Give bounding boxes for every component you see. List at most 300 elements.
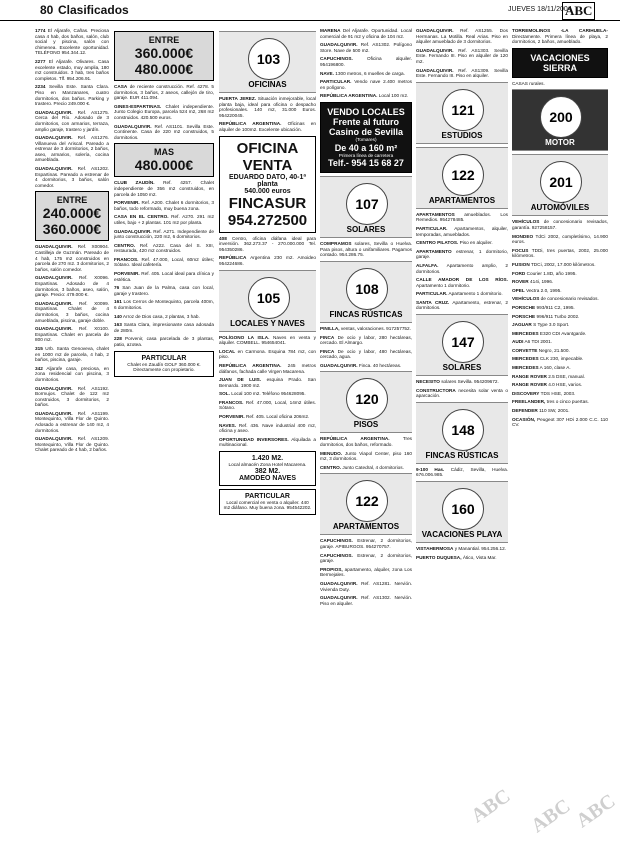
- price-range-box: [114, 143, 214, 177]
- ad-lead: GINES-ESPARTINAS.: [114, 103, 162, 109]
- watermark-logo: ABC: [467, 784, 515, 828]
- ad-line: OFICINA: [236, 139, 299, 157]
- ad-lead: APARTAMENTOS: [416, 211, 455, 217]
- particular-text: Chalet en Zaudín GOLF 360.000 €. Directamente con propietario.: [127, 361, 201, 373]
- ad-line: Frente al futuro: [332, 116, 399, 127]
- classified-ad: [512, 288, 608, 294]
- ad-text: Junto Viapol Center, piso 160 m2, 3 dormitorios.: [320, 450, 412, 462]
- ad-text: Del Aljarafe. Oportunidad. Local comercial de 91 m2 y oficina de 104 m2.: [320, 28, 412, 39]
- classified-ad: [320, 71, 412, 77]
- classified-ad: [35, 301, 109, 323]
- classified-ad: [35, 346, 109, 363]
- classified-ad: [320, 56, 412, 67]
- classified-ad: [114, 271, 214, 282]
- category-label: FINCAS RÚSTICAS: [329, 309, 403, 319]
- ad-text: Ref. 47.000, Local, 60m2 útiles; Sótano. Ideal cafetería.: [114, 256, 214, 268]
- classified-ad: [416, 546, 508, 552]
- ad-text: Naves en venta y alquiler. COMBELL. 954654041.: [219, 334, 316, 346]
- ad-lead: FINCA: [320, 334, 335, 340]
- ad-lead: CAPUCHINOS.: [320, 538, 353, 544]
- ad-text: 4.0 HSE, varios.: [548, 382, 583, 388]
- category-band-oficinas: [219, 31, 316, 93]
- classified-ad: [512, 399, 608, 405]
- ad-text: Ref. A200. Chalet 6 dormitorios, 3 baños, todo reformado, muy buena zona.: [114, 200, 214, 211]
- category-band-fincas: [320, 261, 412, 323]
- ad-text: Centro, oficina diáfana ideal para inversión. 362.273.37 - 270.000.000 Tel. 954350286.: [219, 235, 316, 252]
- classified-ad: [320, 326, 412, 332]
- ad-lead: REPÚBLICA ARGENTINA.: [219, 121, 282, 127]
- ad-lead: CASA EN EL CENTRO.: [114, 214, 169, 220]
- category-label: FINCAS RÚSTICAS: [425, 450, 499, 460]
- ad-text: 2.5 DSE, manual.: [548, 373, 585, 379]
- ad-line: VENTA: [242, 156, 293, 174]
- ad-text: amueblados. Los Remedios. 954278485.: [416, 211, 508, 223]
- ad-text: Negro, 21.500.: [538, 347, 570, 353]
- category-number: 103: [248, 38, 290, 80]
- ad-text: Argentina 230 m2. Amoideo 954224686.: [219, 255, 316, 266]
- price-box-value: 480.000€: [134, 157, 194, 174]
- ad-lead: 161: [114, 299, 122, 305]
- page-header: [0, 0, 620, 21]
- classified-ad: [512, 81, 608, 87]
- ad-text: Ref. 47.000, Local, 14m2 útiles. Sótano.: [219, 399, 316, 411]
- category-number: 121: [442, 89, 484, 131]
- classified-ad: [416, 379, 508, 385]
- classified-ad: [416, 240, 508, 246]
- particular-box: [219, 489, 316, 515]
- ad-text: Porvenir, casa parcelada de 3 plantas, patio, azotea.: [114, 336, 214, 347]
- ad-text: Ref. AS1275. Cerca del Río. Adosado de 3 dormitorios, con armarios, terraza, amplio garaje, trastero y jardín.: [35, 109, 109, 132]
- ad-lead: GUADALQUIVIR.: [416, 28, 454, 33]
- ad-lead: GUADALQUIVIR.: [416, 47, 454, 53]
- category-label: OFICINAS: [248, 80, 287, 89]
- ad-text: Urb. Santa Genoveva, chalet en 1000 m2 de parcela, 4 hab, 2 baños, piscina, garaje.: [35, 345, 109, 363]
- ad-lead: PUERTO DUQUESA,: [416, 554, 462, 560]
- ad-lead: PORVENIR.: [114, 271, 140, 277]
- classified-ad: [512, 331, 608, 337]
- ad-lead: POLÍGONO LA ISLA.: [219, 334, 270, 340]
- classified-ad: [114, 104, 214, 121]
- classified-ad: [512, 234, 608, 245]
- classified-ad: [219, 391, 316, 397]
- ad-lead: 408: [219, 235, 227, 241]
- classified-ad: [219, 349, 316, 360]
- classified-ad: [512, 262, 608, 268]
- ad-text: tres o cinco puertas.: [546, 399, 589, 405]
- category-number: 122: [442, 154, 484, 196]
- ad-lead: GUADALQUIVIR.: [114, 228, 152, 234]
- ad-text: solares Sevilla. 954209672.: [441, 379, 499, 385]
- classified-ad: [512, 408, 608, 414]
- category-label: PISOS: [353, 420, 379, 430]
- classified-ad: [219, 96, 316, 118]
- classified-ad: [114, 257, 214, 268]
- ad-lead: PROPIOS,: [320, 566, 343, 572]
- ad-lead: GUADALQUIVIR.: [320, 42, 358, 48]
- category-label: SOLARES: [346, 225, 386, 235]
- watermark-logo: ABC: [527, 794, 575, 838]
- ad-text: Ref. AS1309. Sevilla Este. Fernando III. Piso en alquiler.: [416, 67, 508, 79]
- ad-line: (Tomares): [355, 136, 377, 142]
- classified-ad: [512, 248, 608, 259]
- classified-ad: [114, 336, 214, 347]
- ad-text: 996/911 Turbo 2002.: [536, 313, 580, 319]
- ad-lead: JAGUAR: [512, 322, 532, 328]
- ad-lead: LOCAL: [219, 348, 236, 354]
- ad-lead: CLUB ZAUDÍN.: [114, 180, 155, 186]
- vendo-locales-ad: [320, 102, 412, 173]
- ad-lead: JUAN DE LUIS.: [219, 377, 262, 383]
- classified-ad: [512, 219, 608, 230]
- ad-line: 382 M2.: [254, 467, 281, 475]
- category-number: 108: [346, 268, 388, 310]
- ad-lead: PORVENIR.: [219, 414, 245, 420]
- category-number: 105: [248, 277, 290, 319]
- ad-text: Apartamento amplio, 2 dormitorios.: [416, 262, 508, 274]
- ad-lead: CENTRO PILATOS.: [416, 240, 459, 246]
- ad-lead: ALFALFA.: [416, 262, 439, 268]
- ad-text: Ref. AS1199. Montequinto, Villa Flor de Quinto. Adosado a estrenar de 140 m2, 4 dormitorios.: [35, 410, 109, 433]
- ad-lead: 315: [35, 345, 43, 351]
- column-6: [512, 28, 608, 842]
- ad-lead: VEHÍCULOS: [512, 296, 540, 302]
- classified-ad: [512, 382, 608, 388]
- ad-lead: GUADALQUIVIR.: [35, 410, 73, 416]
- classified-ad: [114, 180, 214, 197]
- ad-lead: CENTRO.: [114, 242, 136, 248]
- ad-text: Santa Clara, impresionante casa adosada de 280m.: [114, 322, 214, 333]
- ad-lead: DEFENDER: [512, 408, 538, 414]
- classified-ad: [416, 467, 508, 478]
- ad-lead: GUADALQUIVIR.: [35, 385, 73, 391]
- ad-text: Vectra 2.0, 1995.: [526, 287, 562, 293]
- ad-lead: DISCOVERY: [512, 390, 540, 396]
- ad-text: necesita solar venta o aparcación.: [416, 387, 508, 399]
- classified-ad: [114, 322, 214, 333]
- column-2: [114, 28, 214, 842]
- classified-ad: [114, 243, 214, 254]
- ad-lead: NECESITO: [416, 379, 440, 385]
- ad-lead: NAVES.: [219, 422, 237, 428]
- ad-lead: GUADALQUIVIR.: [35, 275, 73, 281]
- classified-ad: [114, 84, 214, 101]
- classified-ad: [416, 300, 508, 311]
- ad-lead: GUADALQUIVIR.: [35, 436, 73, 442]
- ad-text: 245 metros diáfanos, fachada calle Virgen Macarena.: [219, 362, 316, 374]
- particular-title: PARTICULAR: [141, 354, 187, 362]
- classified-ad: [35, 244, 109, 272]
- ad-lead: CENTRO.: [320, 464, 342, 470]
- ad-text: 993/911 C2, 1995.: [536, 304, 575, 310]
- ad-lead: MARENA: [320, 28, 341, 33]
- ad-text: Ref. X00904. Castilleja de Guzmán. Pareado de 4 hab, 175 m2 construidos en parcela de 270 m2. 3 dormitorios, 2 baños, salón comedor.: [35, 244, 109, 272]
- classified-ad: [416, 555, 508, 561]
- classified-ad: [35, 326, 109, 343]
- ad-text: De ocio y labor, 480 hectáreas, cercado, agua.: [320, 348, 412, 360]
- ad-text: Ref. AS1281. Nervión. Vivienda Duty.: [320, 581, 412, 592]
- ad-text: TdCi 2002, completísimo, 14.900 euros.: [512, 233, 608, 245]
- category-number: 200: [540, 96, 582, 138]
- ad-lead: FOCUS: [512, 247, 529, 253]
- ad-text: Cádiz, Sevilla, Huelva. 676.006.985.: [416, 466, 508, 478]
- classified-ad: [512, 314, 608, 320]
- ad-lead: PARTICULAR.: [416, 225, 448, 231]
- ad-lead: APARTAMENTO: [416, 248, 452, 254]
- ad-lead: CASA: [114, 84, 128, 89]
- ad-lead: TORREMOLINOS -LA CARIHUELA-: [512, 28, 608, 33]
- classified-ad: [512, 348, 608, 354]
- ad-text: Tres dormitorios, dos baños, reformado.: [320, 436, 412, 448]
- ad-text: Ref. A271. Independiente de junto construcción, 220 m2, 6 dormitorios.: [114, 228, 214, 240]
- ad-lead: GUADALQUIVIR.: [114, 123, 152, 129]
- ad-lead: GUADALQUIVIR.: [35, 135, 73, 141]
- ad-lead: PORVENIR.: [114, 200, 140, 206]
- ad-text: Ref. X0096. Espartinas. Adosado de 4 dormitorios, 3 baños, aseo, salón, garaje. Precio: 479.000 €.: [35, 275, 109, 298]
- classified-ad: [320, 553, 412, 564]
- ad-text: Apartamento 1 dormitorio.: [448, 291, 503, 297]
- classified-ad: [114, 285, 214, 296]
- ad-text: Local 100 m2. Teléfono 954628095.: [231, 391, 306, 397]
- category-label: APARTAMENTOS: [332, 522, 400, 532]
- ad-text: Ref. 436. Nave industrial 400 m2, oficina y aseo.: [219, 422, 316, 434]
- classified-ad: [219, 377, 316, 388]
- ad-lead: REPÚBLICA ARGENTINA.: [320, 436, 390, 442]
- ad-text: Ref. AS1202. Espartinas. Pareado a estrenar de 4 dormitorios, 3 baños, salón comedor.: [35, 166, 109, 188]
- ad-text: Alquilada a multinacional.: [219, 436, 316, 448]
- classified-ad: [114, 200, 214, 211]
- classified-ad: [320, 363, 412, 369]
- classified-ad: [416, 48, 508, 65]
- ad-text: A 160, clase A.: [539, 365, 571, 371]
- ad-lead: RANGE ROVER: [512, 373, 547, 379]
- ad-text: Ref. AS1101. Sevilla Este. Continente. Casa de 220 m2 construidos, 5 dormitorios.: [114, 123, 214, 140]
- ad-text: Ref. AS1302. Nervión. Piso en alquiler.: [320, 595, 412, 606]
- classified-ad: [416, 291, 508, 297]
- ad-lead: GUADALQUIVIR.: [35, 326, 73, 332]
- classified-ad: [320, 42, 412, 53]
- classified-ad: [35, 166, 109, 188]
- ad-lead: GUADALQUIVIR.: [416, 67, 454, 73]
- classified-ad: [512, 339, 608, 345]
- classified-ad: [35, 275, 109, 297]
- category-band-solares: [320, 176, 412, 238]
- ad-line: FINCASUR: [228, 194, 307, 212]
- ad-text: TDCi, 2002, 17.000 kilómetros.: [530, 261, 596, 267]
- ad-line: EDUARDO DATO, 40-1ª planta: [228, 173, 306, 188]
- classified-ad: [320, 241, 412, 258]
- classified-ad: [512, 305, 608, 311]
- ad-line: AMODEO NAVES: [238, 474, 297, 482]
- ad-text: 1300 metros, 6 muelles de carga.: [335, 70, 405, 76]
- ad-lead: COMPRAMOS: [320, 241, 352, 247]
- category-number: 160: [442, 488, 484, 530]
- category-label: SOLARES: [442, 363, 482, 373]
- ad-text: Ref. AS1303. Sevilla Este. Fernando III. Piso en alquiler de 120 m2.: [416, 47, 508, 64]
- ad-text: de reciente construcción. Ref. 4278. 5 dormitorios, 3 baños, 2 aseos, callejón de tiro, garaje. EUR 411.094.: [114, 84, 214, 101]
- ad-text: Chalet independiente. Junto Colegio Europa, parcela 524 m2, 268 m2 construidos. 420.500 euros.: [114, 103, 214, 120]
- classified-ad: [35, 59, 109, 81]
- classified-ad: [219, 400, 316, 411]
- classified-ad: [35, 110, 109, 132]
- ad-lead: OCASIÓN,: [512, 416, 536, 422]
- watermark-logo: ABC: [572, 789, 620, 833]
- ad-lead: 76: [114, 285, 120, 291]
- classified-ad: [512, 356, 608, 362]
- particular-box: [114, 351, 214, 377]
- classified-ad: [512, 365, 608, 371]
- ad-text: Peugeot 307 HDi 2.000 C.C. 110 CV.: [512, 416, 608, 428]
- page-date: JUEVES 18/11/2004: [508, 6, 572, 13]
- ad-lead: CAPUCHINOS.: [320, 552, 353, 558]
- ad-line: Primera línea de carretera: [338, 152, 394, 158]
- classified-ad: [512, 296, 608, 302]
- price-box-value: 360.000€: [134, 45, 194, 61]
- ad-text: Arroz de Dios casa, 2 plantas, 3 hab.: [122, 313, 200, 319]
- classified-ad: [416, 277, 508, 288]
- ad-lead: NAVE.: [320, 70, 334, 76]
- local-ad: [219, 451, 316, 486]
- ad-text: esquina Prado. San Bernardo. 1900 m2.: [219, 377, 316, 388]
- ad-text: Ref. AS1276. Villanueva del Ariscal. Pareado a estrenar de 3 dormitorios, 2 baños, aseo, armarios, solería, cocina amueblada.: [35, 135, 109, 163]
- ad-text: San Juan de la Palma, casa con local, garaje y trastero.: [114, 285, 214, 296]
- ad-lead: 1774: [35, 28, 46, 33]
- price-box-title: ENTRE: [56, 195, 88, 206]
- classified-ad: [320, 567, 412, 578]
- ad-text: 110 SW, 2001.: [539, 408, 570, 414]
- category-number: 122: [346, 480, 388, 522]
- classified-ad: [219, 121, 316, 132]
- category-band-vacaciones: [416, 481, 508, 543]
- ad-text: Apartamento 1 dormitorio.: [416, 282, 471, 288]
- price-box-value: 240.000€: [42, 205, 102, 222]
- ad-lead: MENUDO.: [320, 450, 343, 456]
- classified-ad: [512, 391, 608, 397]
- category-label: VACACIONES PLAYA: [421, 530, 503, 540]
- ad-lead: REPÚBLICA ARGENTINA.: [219, 362, 282, 368]
- classified-ad: [416, 28, 508, 45]
- ad-lead: SANTA CRUZ.: [416, 299, 450, 305]
- ad-line: 540.000 euros: [244, 187, 291, 195]
- ad-text: ventas, valoraciones. 917257752.: [340, 325, 411, 331]
- ad-text: Ref. AS1302. Polígono Store. Nave de 500 m2.: [320, 42, 412, 53]
- ad-line: Local almacén Zona Hotel Macarena.: [228, 462, 307, 468]
- category-band-solares: [416, 314, 508, 376]
- ad-lead: VEHÍCULOS: [512, 219, 540, 225]
- ad-text: Apartamento, estrenar, 2 dormitorios.: [416, 299, 508, 311]
- classified-ad: [512, 271, 608, 277]
- classified-ad: [219, 335, 316, 346]
- classified-ad: [320, 349, 412, 360]
- category-band-motor: [512, 89, 608, 151]
- ad-text: Ref. AS1192. Bormujos. Chalet de 122 m2 construidos, 3 dormitorios, 2 baños.: [35, 385, 109, 408]
- ad-text: en Carmona. Esquina 784 m2, con piso.: [219, 348, 316, 360]
- category-number: 120: [346, 378, 388, 420]
- ad-text: 414i, 1996.: [529, 279, 554, 285]
- classified-ad: [320, 538, 412, 549]
- classified-ad: [320, 581, 412, 592]
- particular-title: PARTICULAR: [245, 492, 290, 500]
- classified-ad: [416, 249, 508, 260]
- ad-text: estrenar, 1 dormitorio, garaje.: [416, 248, 508, 260]
- ad-text: Aljarafe casa, preciosa, en zona residencial con piscina, 3 dormitorios.: [35, 365, 109, 382]
- ad-line: 954.272500: [227, 211, 308, 229]
- column-3: [219, 28, 316, 842]
- ad-lead: CONSTRUCTORA: [416, 387, 456, 393]
- classified-ad: [219, 437, 316, 448]
- ad-lead: CORVETTE: [512, 347, 538, 353]
- ad-lead: RANGE ROVER: [512, 382, 547, 388]
- ad-lead: 342: [35, 365, 43, 371]
- ad-lead: FINCA: [320, 348, 335, 354]
- category-band-fincas: [416, 402, 508, 464]
- classified-ad: [35, 28, 109, 56]
- classified-ad: [320, 436, 412, 447]
- ad-lead: AUDI: [512, 339, 524, 345]
- ad-lead: MERCEDES: [512, 365, 539, 371]
- classified-ad: [114, 314, 214, 320]
- ad-text: Local 100 m2.: [378, 93, 409, 99]
- column-1: [35, 28, 109, 842]
- ad-text: Estrenar, 2 dormitorios, garaje. APIBURGOS. 954270757.: [320, 538, 412, 550]
- ad-lead: GUADALQUIVIR.: [320, 362, 358, 368]
- ad-lead: OPEL: [512, 287, 525, 293]
- ad-text: E320 CDI Avantgarde.: [539, 330, 587, 336]
- ad-lead: FUSION: [512, 261, 530, 267]
- ad-lead: 2277: [35, 58, 46, 64]
- ad-text: De ocio y labor, 280 hectáreas, cercado. El Almargo.: [320, 334, 412, 346]
- ad-lead: FRANCOS.: [114, 256, 139, 262]
- ad-text: y Manantial. 954.256.12.: [454, 546, 507, 552]
- category-number: 107: [346, 183, 388, 225]
- classified-ad: [416, 388, 508, 399]
- page-number: 80: [40, 3, 54, 17]
- category-band-apartamentos: [320, 473, 412, 535]
- ad-text: TDS HSE, 2003.: [540, 390, 576, 396]
- ad-text: de concesionario revisados, garantía. 927258157.: [512, 219, 608, 230]
- ad-text: de concesionario revisados.: [540, 296, 599, 302]
- ad-lead: GUADALQUIVIR.: [320, 595, 358, 601]
- category-number: 201: [540, 161, 582, 203]
- ad-text: A6 TDI 2001.: [524, 339, 553, 345]
- ad-lead: FREELANDER,: [512, 399, 546, 405]
- category-label: LOCALES Y NAVES: [230, 318, 305, 328]
- ad-lead: FRANCOS.: [219, 399, 244, 405]
- ad-text: Apartamentos, alquiler, temporadas, amueblados.: [416, 225, 508, 237]
- ad-text: El Aljarafe. Olivares. Casa excelente estado, muy amplia, 180 m2 construidos. 3 hab, tres baños completos. Tlf. 954.206.91.: [35, 58, 109, 81]
- category-band-estudios: [416, 82, 508, 144]
- ad-lead: 9-100 Has.: [416, 466, 445, 472]
- ad-lead: SOL.: [219, 391, 230, 397]
- classified-ad: [219, 363, 316, 374]
- ad-text: Directamente. Primera línea de playa, 2 dormitorios, 2 baños, amueblado.: [512, 33, 608, 45]
- classified-ad: [512, 28, 608, 45]
- classified-ad: [114, 124, 214, 141]
- ad-text: Ref. 4257. Chalet independiente de 356 m2 construidos, en parcela de 1050 m2.: [114, 180, 214, 197]
- ad-lead: PINILLA,: [320, 325, 340, 331]
- ad-lead: VISTAHERMOSA: [416, 546, 454, 552]
- ad-lead: PORSCHE: [512, 313, 536, 319]
- ad-lead: REPÚBLICA ARGENTINA.: [320, 93, 378, 99]
- ad-lead: 140: [114, 313, 122, 319]
- ad-line: Telf.- 954 15 68 27: [328, 158, 404, 169]
- classified-ad: [219, 414, 316, 420]
- classified-ad: [512, 417, 608, 428]
- ad-text: Estrenar, 2 dormitorios, garaje.: [320, 552, 412, 564]
- ad-lead: GUADALQUIVIR.: [35, 166, 73, 172]
- classified-ad: [35, 411, 109, 433]
- ad-lead: MERCEDES: [512, 330, 539, 336]
- ad-text: Ref. 405. Local oficina 206m2.: [246, 414, 310, 420]
